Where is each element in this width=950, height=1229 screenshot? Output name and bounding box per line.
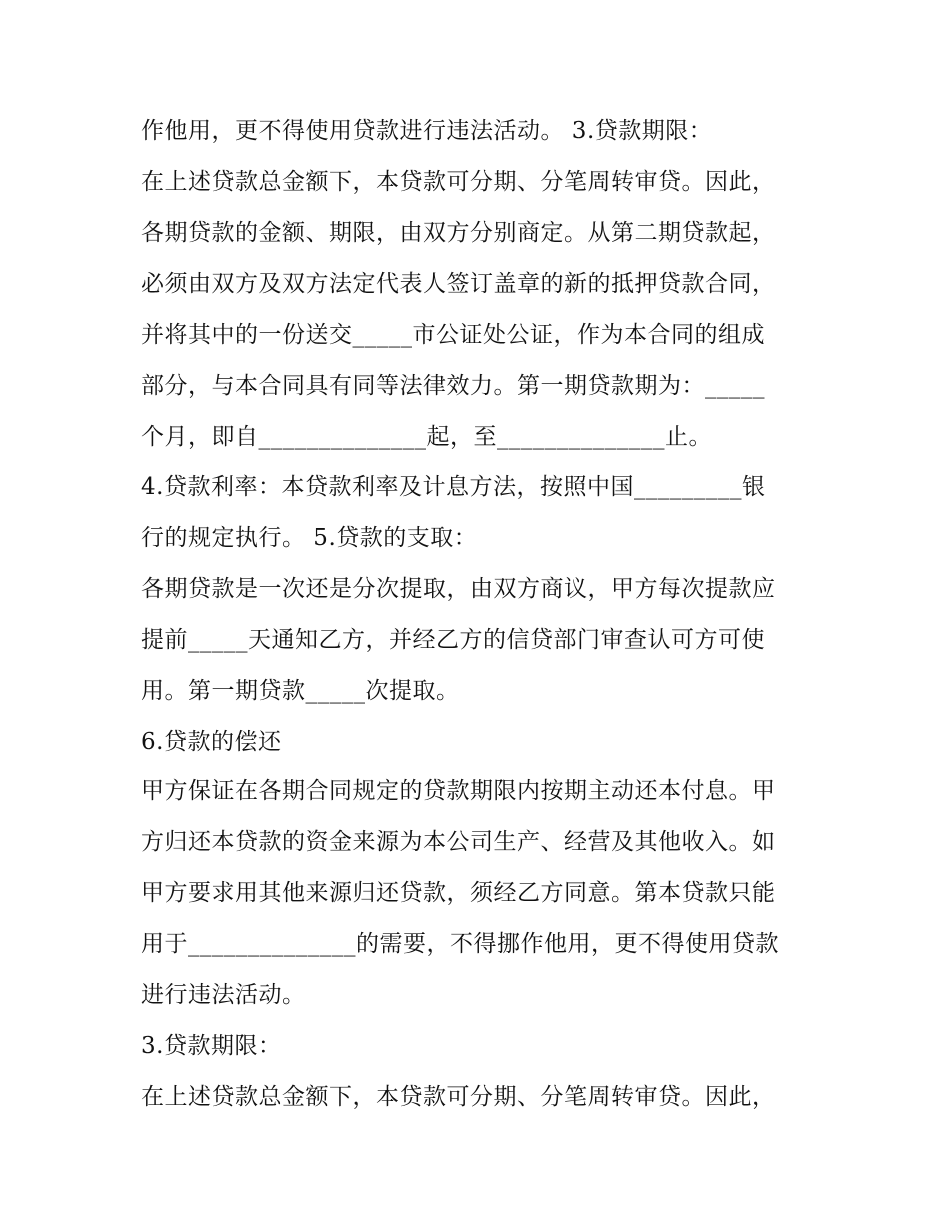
text-line-17: 用于______________的需要，不得挪作他用，更不得使用贷款: [141, 931, 779, 957]
text-line-1: 作他用，更不得使用贷款进行违法活动。 3.贷款期限：: [141, 118, 713, 144]
text-line-14: 甲方保证在各期合同规定的贷款期限内按期主动还本付息。甲: [141, 778, 776, 804]
text-line-9: 行的规定执行。 5.贷款的支取：: [141, 525, 478, 551]
text-line-11: 提前_____天通知乙方，并经乙方的信贷部门审查认可方可使: [141, 627, 765, 653]
text-line-3: 各期贷款的金额、期限，由双方分别商定。从第二期贷款起，: [141, 220, 776, 246]
text-line-20: 在上述贷款总金额下，本贷款可分期、分笔周转审贷。因此，: [141, 1084, 776, 1110]
text-line-4: 必须由双方及双方法定代表人签订盖章的新的抵押贷款合同，: [141, 271, 776, 297]
text-line-7: 个月，即自______________起，至______________止。: [141, 424, 712, 450]
text-line-10: 各期贷款是一次还是分次提取，由双方商议，甲方每次提款应: [141, 576, 776, 602]
text-line-8: 4.贷款利率：本贷款利率及计息方法，按照中国_________银: [141, 474, 766, 500]
text-line-12: 用。第一期贷款_____次提取。: [141, 678, 460, 704]
text-line-16: 甲方要求用其他来源归还贷款，须经乙方同意。第本贷款只能: [141, 880, 776, 906]
text-line-15: 方归还本贷款的资金来源为本公司生产、经营及其他收入。如: [141, 829, 776, 855]
text-line-2: 在上述贷款总金额下，本贷款可分期、分笔周转审贷。因此，: [141, 169, 776, 195]
text-line-18: 进行违法活动。: [141, 982, 306, 1008]
text-line-13: 6.贷款的偿还: [141, 729, 282, 755]
text-line-19: 3.贷款期限：: [141, 1033, 282, 1059]
text-line-5: 并将其中的一份送交_____市公证处公证，作为本合同的组成: [141, 322, 765, 348]
text-line-6: 部分，与本合同具有同等法律效力。第一期贷款期为：_____: [141, 373, 765, 399]
